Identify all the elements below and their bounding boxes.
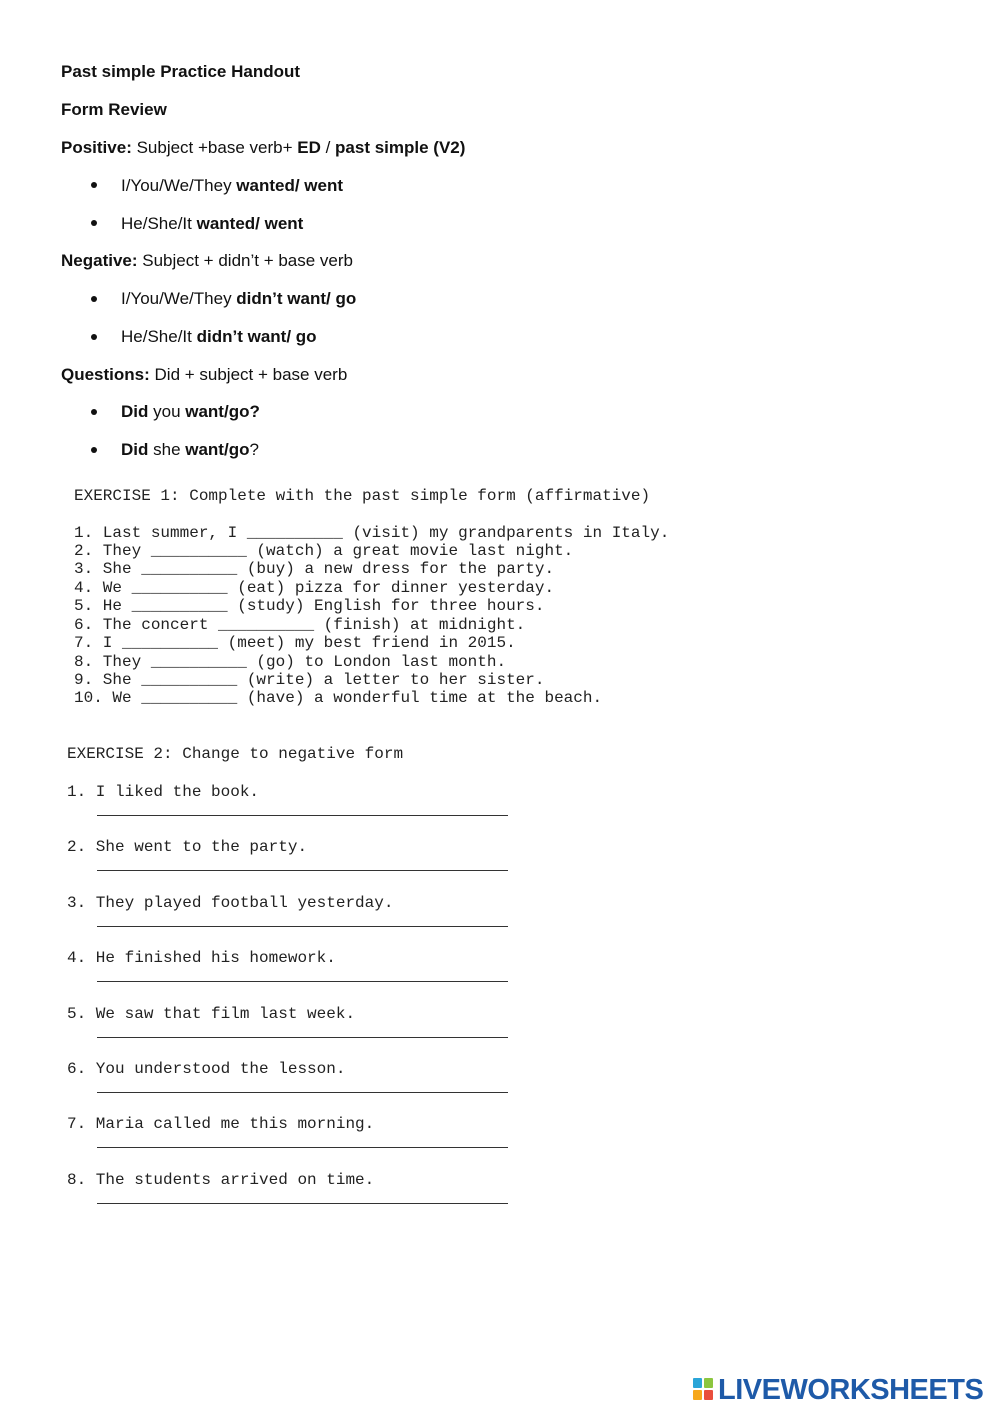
positive-example: I/You/We/They wanted/ went	[121, 176, 344, 195]
bullet-icon	[91, 296, 97, 302]
exercise1-item: 5. He __________ (study) English for three hours.	[74, 597, 545, 615]
answer-line[interactable]	[97, 870, 508, 871]
negative-example: I/You/We/They didn’t want/ go	[121, 289, 357, 308]
exercise1-item: 9. She __________ (write) a letter to her sister.	[74, 671, 545, 689]
bullet-icon	[91, 182, 97, 188]
exercise2-item: 6. You understood the lesson.	[67, 1060, 346, 1078]
exercise1-item: 6. The concert __________ (finish) at midnight.	[74, 616, 526, 634]
bullet-icon	[91, 220, 97, 226]
exercise1-item: 8. They __________ (go) to London last month.	[74, 653, 507, 671]
logo-text: LIVEWORKSHEETS	[718, 1373, 984, 1406]
negative-rule: Negative: Subject + didn’t + base verb	[61, 251, 354, 270]
positive-rule: Positive: Subject +base verb+ ED / past simple (V2)	[61, 138, 466, 157]
answer-line[interactable]	[97, 1203, 508, 1204]
question-example: Did she want/go?	[121, 440, 259, 459]
answer-line[interactable]	[97, 1147, 508, 1148]
answer-line[interactable]	[97, 1037, 508, 1038]
exercise2-item: 4. He finished his homework.	[67, 949, 336, 967]
bullet-icon	[91, 334, 97, 340]
answer-line[interactable]	[97, 926, 508, 927]
exercise2-item: 7. Maria called me this morning.	[67, 1115, 375, 1133]
exercise2-item: 8. The students arrived on time.	[67, 1171, 375, 1189]
bullet-icon	[91, 409, 97, 415]
exercise2-title: EXERCISE 2: Change to negative form	[67, 745, 404, 763]
answer-line[interactable]	[97, 981, 508, 982]
exercise1-item: 7. I __________ (meet) my best friend in 2015.	[74, 634, 516, 652]
exercise1-item: 2. They __________ (watch) a great movie last night.	[74, 542, 574, 560]
exercise2-item: 3. They played football yesterday.	[67, 894, 394, 912]
question-example: Did you want/go?	[121, 402, 260, 421]
exercise1-item: 10. We __________ (have) a wonderful time at the beach.	[74, 689, 603, 707]
exercise2-item: 1. I liked the book.	[67, 783, 260, 801]
liveworksheets-logo	[693, 1373, 984, 1406]
exercise1-title: EXERCISE 1: Complete with the past simple form (affirmative)	[74, 487, 651, 505]
questions-rule: Questions: Did + subject + base verb	[61, 365, 348, 384]
negative-example: He/She/It didn’t want/ go	[121, 327, 317, 346]
exercise1-item: 3. She __________ (buy) a new dress for the party.	[74, 560, 555, 578]
exercise1-item: 1. Last summer, I __________ (visit) my grandparents in Italy.	[74, 524, 670, 542]
exercise2-item: 2. She went to the party.	[67, 838, 308, 856]
exercise1-item: 4. We __________ (eat) pizza for dinner yesterday.	[74, 579, 555, 597]
handout-title: Past simple Practice Handout	[61, 62, 301, 81]
answer-line[interactable]	[97, 1092, 508, 1093]
positive-example: He/She/It wanted/ went	[121, 214, 304, 233]
logo-blocks-icon	[693, 1378, 715, 1402]
bullet-icon	[91, 447, 97, 453]
form-review-heading: Form Review	[61, 100, 167, 119]
answer-line[interactable]	[97, 815, 508, 816]
exercise2-item: 5. We saw that film last week.	[67, 1005, 356, 1023]
